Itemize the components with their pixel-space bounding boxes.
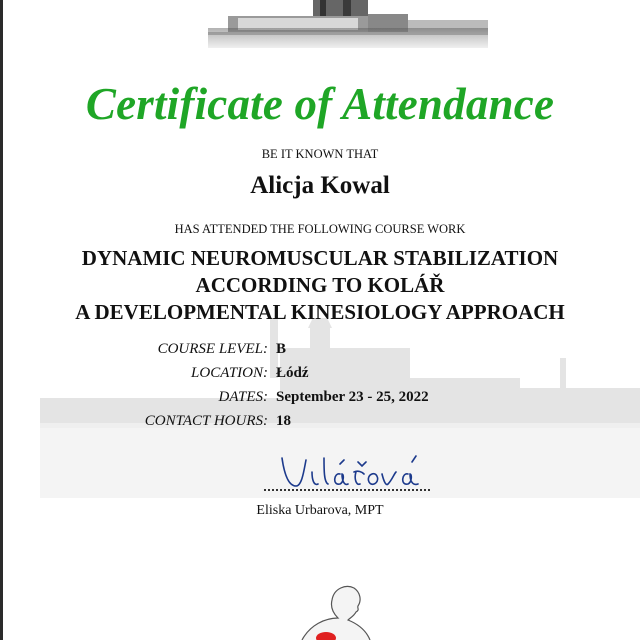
detail-contact-hours [0, 413, 640, 437]
detail-value: B [276, 341, 287, 357]
attended-text: HAS ATTENDED THE FOLLOWING COURSE WORK [174, 222, 466, 236]
detail-dates [0, 389, 640, 413]
intro-text: BE IT KNOWN THAT [261, 147, 379, 161]
course-title-line: A DEVELOPMENTAL KINESIOLOGY APPROACH [75, 300, 565, 324]
detail-course-level [0, 341, 640, 365]
signature-icon [278, 452, 438, 492]
course-title-line: DYNAMIC NEUROMUSCULAR STABILIZATION [81, 246, 559, 270]
certificate-title: Certificate of Attendance [85, 79, 555, 129]
detail-label: DATES: [218, 389, 268, 405]
detail-location [0, 365, 640, 389]
dns-figure-logo-icon [300, 580, 390, 640]
course-title [0, 245, 640, 326]
detail-value: 18 [276, 413, 291, 429]
detail-label: LOCATION: [191, 365, 268, 381]
course-title-line: ACCORDING TO KOLÁŘ [195, 273, 445, 297]
signature-line [264, 489, 430, 491]
detail-label: COURSE LEVEL: [157, 341, 268, 357]
detail-label: CONTACT HOURS: [144, 413, 268, 429]
signer-name: Eliska Urbarova, MPT [256, 503, 384, 518]
prague-castle-skyline-icon [208, 0, 488, 48]
detail-value: Łódź [276, 365, 309, 381]
attendee-name: Alicja Kowal [250, 172, 390, 199]
detail-value: September 23 - 25, 2022 [276, 389, 429, 405]
